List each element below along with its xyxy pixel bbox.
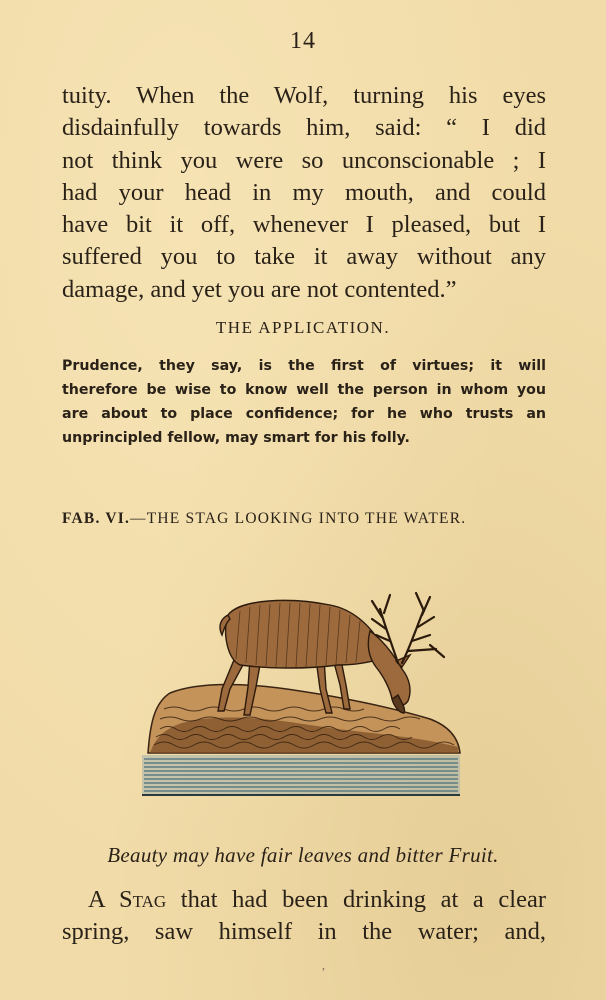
text-line: disdainfully towards him, said: “ I did bbox=[62, 114, 546, 142]
fable-opening-paragraph bbox=[62, 884, 546, 949]
text-line: unprincipled fellow, may smart for his folly. bbox=[62, 430, 410, 446]
ink-speck: , bbox=[322, 958, 325, 972]
line-rest: that had been drinking at a clear bbox=[166, 886, 547, 913]
text-line: not think you were so unconscionable ; I bbox=[62, 146, 546, 174]
text-line: had your head in my mouth, and could bbox=[62, 178, 546, 206]
text-line: therefore be wise to know well the person in whom you bbox=[62, 382, 546, 398]
text-line: spring, saw himself in the water; and, bbox=[62, 918, 546, 946]
text-line: damage, and yet you are not contented.” bbox=[62, 275, 457, 303]
fable-name: THE STAG LOOKING INTO THE WATER. bbox=[146, 510, 467, 527]
fable-dash: — bbox=[130, 510, 147, 527]
fable-number: FAB. VI. bbox=[62, 510, 131, 527]
text-line: suffered you to take it away without any bbox=[62, 243, 546, 271]
line-prefix: A bbox=[88, 886, 119, 913]
page-number: 14 bbox=[290, 28, 316, 54]
text-line: have bit it off, whenever I pleased, but I bbox=[62, 211, 546, 239]
application-text bbox=[62, 354, 546, 450]
water-area bbox=[142, 755, 460, 795]
river-bank bbox=[148, 685, 460, 754]
application-heading: THE APPLICATION. bbox=[215, 318, 391, 337]
text-line bbox=[62, 884, 546, 916]
text-line: Prudence, they say, is the first of virtues; it will bbox=[62, 358, 546, 374]
text-line: tuity. When the Wolf, turning his eyes bbox=[62, 82, 546, 109]
text-line: are about to place confidence; for he who trusts an bbox=[62, 406, 546, 422]
stag-woodcut-illustration bbox=[140, 585, 465, 800]
paragraph-continuation bbox=[62, 80, 546, 306]
fable-moral: Beauty may have fair leaves and bitter Fruit. bbox=[107, 843, 499, 867]
stag-word: Stag bbox=[118, 886, 167, 913]
fable-title bbox=[62, 510, 546, 528]
